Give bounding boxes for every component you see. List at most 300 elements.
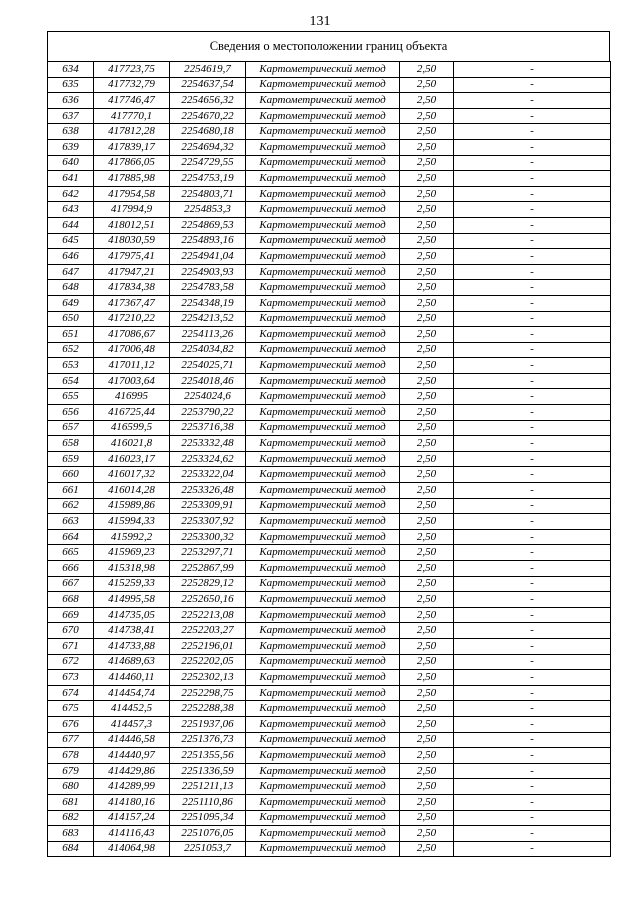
point-number-cell: 683 [48, 826, 94, 842]
x-coordinate-cell: 414454,74 [94, 685, 170, 701]
x-coordinate-cell: 414289,99 [94, 779, 170, 795]
accuracy-cell: 2,50 [400, 186, 454, 202]
description-cell: - [454, 389, 611, 405]
x-coordinate-cell: 417975,41 [94, 249, 170, 265]
method-cell: Картометрический метод [246, 405, 400, 421]
description-cell: - [454, 327, 611, 343]
x-coordinate-cell: 415259,33 [94, 576, 170, 592]
table-row [48, 124, 611, 140]
description-cell: - [454, 373, 611, 389]
accuracy-cell: 2,50 [400, 249, 454, 265]
point-number-cell: 639 [48, 139, 94, 155]
accuracy-cell: 2,50 [400, 358, 454, 374]
description-cell: - [454, 233, 611, 249]
accuracy-cell: 2,50 [400, 623, 454, 639]
point-number-cell: 673 [48, 670, 94, 686]
description-cell: - [454, 202, 611, 218]
point-number-cell: 679 [48, 763, 94, 779]
method-cell: Картометрический метод [246, 342, 400, 358]
accuracy-cell: 2,50 [400, 155, 454, 171]
y-coordinate-cell: 2254680,18 [170, 124, 246, 140]
y-coordinate-cell: 2254941,04 [170, 249, 246, 265]
accuracy-cell: 2,50 [400, 264, 454, 280]
accuracy-cell: 2,50 [400, 233, 454, 249]
x-coordinate-cell: 414735,05 [94, 607, 170, 623]
method-cell: Картометрический метод [246, 358, 400, 374]
point-number-cell: 644 [48, 217, 94, 233]
accuracy-cell: 2,50 [400, 171, 454, 187]
accuracy-cell: 2,50 [400, 483, 454, 499]
y-coordinate-cell: 2254903,93 [170, 264, 246, 280]
y-coordinate-cell: 2254869,53 [170, 217, 246, 233]
y-coordinate-cell: 2253307,92 [170, 514, 246, 530]
description-cell: - [454, 139, 611, 155]
method-cell: Картометрический метод [246, 592, 400, 608]
description-cell: - [454, 77, 611, 93]
y-coordinate-cell: 2252196,01 [170, 638, 246, 654]
description-cell: - [454, 841, 611, 857]
description-cell: - [454, 436, 611, 452]
x-coordinate-cell: 414689,63 [94, 654, 170, 670]
y-coordinate-cell: 2254853,3 [170, 202, 246, 218]
y-coordinate-cell: 2251355,56 [170, 748, 246, 764]
description-cell: - [454, 732, 611, 748]
table-row [48, 716, 611, 732]
method-cell: Картометрический метод [246, 373, 400, 389]
accuracy-cell: 2,50 [400, 467, 454, 483]
point-number-cell: 682 [48, 810, 94, 826]
method-cell: Картометрический метод [246, 779, 400, 795]
table-row [48, 171, 611, 187]
point-number-cell: 650 [48, 311, 94, 327]
method-cell: Картометрический метод [246, 155, 400, 171]
x-coordinate-cell: 417866,05 [94, 155, 170, 171]
x-coordinate-cell: 417746,47 [94, 93, 170, 109]
table-row [48, 420, 611, 436]
description-cell: - [454, 592, 611, 608]
x-coordinate-cell: 414429,86 [94, 763, 170, 779]
table-row [48, 685, 611, 701]
coordinates-table [47, 61, 611, 857]
method-cell: Картометрический метод [246, 654, 400, 670]
x-coordinate-cell: 414460,11 [94, 670, 170, 686]
x-coordinate-cell: 416995 [94, 389, 170, 405]
x-coordinate-cell: 417723,75 [94, 62, 170, 78]
method-cell: Картометрический метод [246, 93, 400, 109]
page-number: 131 [309, 14, 331, 29]
method-cell: Картометрический метод [246, 124, 400, 140]
accuracy-cell: 2,50 [400, 732, 454, 748]
accuracy-cell: 2,50 [400, 77, 454, 93]
description-cell: - [454, 810, 611, 826]
table-row [48, 93, 611, 109]
accuracy-cell: 2,50 [400, 514, 454, 530]
description-cell: - [454, 483, 611, 499]
y-coordinate-cell: 2253300,32 [170, 529, 246, 545]
y-coordinate-cell: 2252829,12 [170, 576, 246, 592]
accuracy-cell: 2,50 [400, 607, 454, 623]
point-number-cell: 676 [48, 716, 94, 732]
description-cell: - [454, 794, 611, 810]
point-number-cell: 665 [48, 545, 94, 561]
accuracy-cell: 2,50 [400, 280, 454, 296]
method-cell: Картометрический метод [246, 826, 400, 842]
table-row [48, 592, 611, 608]
point-number-cell: 684 [48, 841, 94, 857]
x-coordinate-cell: 417834,38 [94, 280, 170, 296]
method-cell: Картометрический метод [246, 217, 400, 233]
method-cell: Картометрический метод [246, 311, 400, 327]
table-row [48, 451, 611, 467]
point-number-cell: 681 [48, 794, 94, 810]
description-cell: - [454, 826, 611, 842]
y-coordinate-cell: 2251336,59 [170, 763, 246, 779]
table-row [48, 62, 611, 78]
point-number-cell: 670 [48, 623, 94, 639]
table-row [48, 77, 611, 93]
x-coordinate-cell: 417210,22 [94, 311, 170, 327]
x-coordinate-cell: 414157,24 [94, 810, 170, 826]
point-number-cell: 645 [48, 233, 94, 249]
description-cell: - [454, 62, 611, 78]
point-number-cell: 657 [48, 420, 94, 436]
description-cell: - [454, 716, 611, 732]
y-coordinate-cell: 2253309,91 [170, 498, 246, 514]
accuracy-cell: 2,50 [400, 420, 454, 436]
table-row [48, 794, 611, 810]
method-cell: Картометрический метод [246, 607, 400, 623]
method-cell: Картометрический метод [246, 810, 400, 826]
description-cell: - [454, 171, 611, 187]
description-cell: - [454, 311, 611, 327]
y-coordinate-cell: 2254619,7 [170, 62, 246, 78]
table-row [48, 264, 611, 280]
y-coordinate-cell: 2252302,13 [170, 670, 246, 686]
method-cell: Картометрический метод [246, 420, 400, 436]
y-coordinate-cell: 2254213,52 [170, 311, 246, 327]
x-coordinate-cell: 414180,16 [94, 794, 170, 810]
point-number-cell: 671 [48, 638, 94, 654]
y-coordinate-cell: 2252203,27 [170, 623, 246, 639]
method-cell: Картометрический метод [246, 529, 400, 545]
x-coordinate-cell: 414457,3 [94, 716, 170, 732]
y-coordinate-cell: 2253322,04 [170, 467, 246, 483]
point-number-cell: 652 [48, 342, 94, 358]
method-cell: Картометрический метод [246, 295, 400, 311]
table-row [48, 514, 611, 530]
y-coordinate-cell: 2252202,05 [170, 654, 246, 670]
method-cell: Картометрический метод [246, 483, 400, 499]
boundary-document [47, 31, 610, 857]
x-coordinate-cell: 414738,41 [94, 623, 170, 639]
x-coordinate-cell: 415989,86 [94, 498, 170, 514]
x-coordinate-cell: 417086,67 [94, 327, 170, 343]
description-cell: - [454, 451, 611, 467]
method-cell: Картометрический метод [246, 841, 400, 857]
y-coordinate-cell: 2253716,38 [170, 420, 246, 436]
x-coordinate-cell: 418030,59 [94, 233, 170, 249]
x-coordinate-cell: 414440,97 [94, 748, 170, 764]
y-coordinate-cell: 2253332,48 [170, 436, 246, 452]
x-coordinate-cell: 415318,98 [94, 561, 170, 577]
table-row [48, 327, 611, 343]
y-coordinate-cell: 2253326,48 [170, 483, 246, 499]
accuracy-cell: 2,50 [400, 124, 454, 140]
y-coordinate-cell: 2254893,16 [170, 233, 246, 249]
x-coordinate-cell: 418012,51 [94, 217, 170, 233]
point-number-cell: 677 [48, 732, 94, 748]
table-row [48, 358, 611, 374]
description-cell: - [454, 217, 611, 233]
method-cell: Картометрический метод [246, 670, 400, 686]
x-coordinate-cell: 416021,8 [94, 436, 170, 452]
method-cell: Картометрический метод [246, 685, 400, 701]
x-coordinate-cell: 417947,21 [94, 264, 170, 280]
accuracy-cell: 2,50 [400, 561, 454, 577]
method-cell: Картометрический метод [246, 436, 400, 452]
point-number-cell: 656 [48, 405, 94, 421]
description-cell: - [454, 623, 611, 639]
table-row [48, 638, 611, 654]
point-number-cell: 647 [48, 264, 94, 280]
accuracy-cell: 2,50 [400, 763, 454, 779]
table-title: Сведения о местоположении границ объекта [47, 31, 610, 62]
description-cell: - [454, 763, 611, 779]
table-row [48, 498, 611, 514]
description-cell: - [454, 249, 611, 265]
y-coordinate-cell: 2251053,7 [170, 841, 246, 857]
method-cell: Картометрический метод [246, 514, 400, 530]
method-cell: Картометрический метод [246, 561, 400, 577]
x-coordinate-cell: 417367,47 [94, 295, 170, 311]
x-coordinate-cell: 417732,79 [94, 77, 170, 93]
table-row [48, 108, 611, 124]
accuracy-cell: 2,50 [400, 748, 454, 764]
accuracy-cell: 2,50 [400, 670, 454, 686]
accuracy-cell: 2,50 [400, 576, 454, 592]
y-coordinate-cell: 2254637,54 [170, 77, 246, 93]
method-cell: Картометрический метод [246, 763, 400, 779]
accuracy-cell: 2,50 [400, 826, 454, 842]
method-cell: Картометрический метод [246, 467, 400, 483]
y-coordinate-cell: 2254783,58 [170, 280, 246, 296]
table-row [48, 373, 611, 389]
x-coordinate-cell: 417003,64 [94, 373, 170, 389]
point-number-cell: 649 [48, 295, 94, 311]
x-coordinate-cell: 414064,98 [94, 841, 170, 857]
point-number-cell: 664 [48, 529, 94, 545]
table-body [48, 62, 611, 857]
point-number-cell: 638 [48, 124, 94, 140]
method-cell: Картометрический метод [246, 171, 400, 187]
table-row [48, 139, 611, 155]
method-cell: Картометрический метод [246, 202, 400, 218]
method-cell: Картометрический метод [246, 576, 400, 592]
x-coordinate-cell: 417885,98 [94, 171, 170, 187]
accuracy-cell: 2,50 [400, 545, 454, 561]
x-coordinate-cell: 417839,17 [94, 139, 170, 155]
description-cell: - [454, 405, 611, 421]
description-cell: - [454, 654, 611, 670]
table-row [48, 732, 611, 748]
table-row [48, 186, 611, 202]
method-cell: Картометрический метод [246, 545, 400, 561]
x-coordinate-cell: 415994,33 [94, 514, 170, 530]
accuracy-cell: 2,50 [400, 202, 454, 218]
table-row [48, 576, 611, 592]
y-coordinate-cell: 2251110,86 [170, 794, 246, 810]
description-cell: - [454, 779, 611, 795]
table-row [48, 233, 611, 249]
y-coordinate-cell: 2252650,16 [170, 592, 246, 608]
description-cell: - [454, 607, 611, 623]
description-cell: - [454, 155, 611, 171]
accuracy-cell: 2,50 [400, 794, 454, 810]
point-number-cell: 651 [48, 327, 94, 343]
table-row [48, 763, 611, 779]
table-row [48, 467, 611, 483]
point-number-cell: 667 [48, 576, 94, 592]
description-cell: - [454, 514, 611, 530]
table-row [48, 561, 611, 577]
y-coordinate-cell: 2251211,13 [170, 779, 246, 795]
table-row [48, 779, 611, 795]
table-row [48, 701, 611, 717]
accuracy-cell: 2,50 [400, 841, 454, 857]
method-cell: Картометрический метод [246, 389, 400, 405]
description-cell: - [454, 295, 611, 311]
method-cell: Картометрический метод [246, 748, 400, 764]
description-cell: - [454, 93, 611, 109]
y-coordinate-cell: 2254670,22 [170, 108, 246, 124]
description-cell: - [454, 264, 611, 280]
method-cell: Картометрический метод [246, 186, 400, 202]
accuracy-cell: 2,50 [400, 436, 454, 452]
description-cell: - [454, 545, 611, 561]
method-cell: Картометрический метод [246, 249, 400, 265]
table-row [48, 436, 611, 452]
y-coordinate-cell: 2253324,62 [170, 451, 246, 467]
table-row [48, 607, 611, 623]
description-cell: - [454, 529, 611, 545]
table-row [48, 483, 611, 499]
table-row [48, 748, 611, 764]
point-number-cell: 663 [48, 514, 94, 530]
table-row [48, 654, 611, 670]
accuracy-cell: 2,50 [400, 217, 454, 233]
x-coordinate-cell: 416017,32 [94, 467, 170, 483]
table-row [48, 202, 611, 218]
point-number-cell: 666 [48, 561, 94, 577]
accuracy-cell: 2,50 [400, 638, 454, 654]
method-cell: Картометрический метод [246, 77, 400, 93]
table-row [48, 280, 611, 296]
x-coordinate-cell: 417994,9 [94, 202, 170, 218]
y-coordinate-cell: 2254803,71 [170, 186, 246, 202]
x-coordinate-cell: 416725,44 [94, 405, 170, 421]
y-coordinate-cell: 2253790,22 [170, 405, 246, 421]
accuracy-cell: 2,50 [400, 405, 454, 421]
y-coordinate-cell: 2252298,75 [170, 685, 246, 701]
x-coordinate-cell: 414116,43 [94, 826, 170, 842]
x-coordinate-cell: 414733,88 [94, 638, 170, 654]
point-number-cell: 634 [48, 62, 94, 78]
table-row [48, 405, 611, 421]
description-cell: - [454, 748, 611, 764]
accuracy-cell: 2,50 [400, 93, 454, 109]
point-number-cell: 641 [48, 171, 94, 187]
accuracy-cell: 2,50 [400, 685, 454, 701]
point-number-cell: 678 [48, 748, 94, 764]
x-coordinate-cell: 417006,48 [94, 342, 170, 358]
table-row [48, 623, 611, 639]
x-coordinate-cell: 416599,5 [94, 420, 170, 436]
y-coordinate-cell: 2251076,05 [170, 826, 246, 842]
description-cell: - [454, 420, 611, 436]
point-number-cell: 654 [48, 373, 94, 389]
method-cell: Картометрический метод [246, 498, 400, 514]
table-row [48, 545, 611, 561]
method-cell: Картометрический метод [246, 233, 400, 249]
point-number-cell: 637 [48, 108, 94, 124]
x-coordinate-cell: 415992,2 [94, 529, 170, 545]
accuracy-cell: 2,50 [400, 373, 454, 389]
x-coordinate-cell: 417954,58 [94, 186, 170, 202]
method-cell: Картометрический метод [246, 716, 400, 732]
table-row [48, 217, 611, 233]
table-row [48, 342, 611, 358]
y-coordinate-cell: 2254348,19 [170, 295, 246, 311]
point-number-cell: 643 [48, 202, 94, 218]
table-row [48, 249, 611, 265]
x-coordinate-cell: 417770,1 [94, 108, 170, 124]
accuracy-cell: 2,50 [400, 716, 454, 732]
description-cell: - [454, 280, 611, 296]
y-coordinate-cell: 2254034,82 [170, 342, 246, 358]
table-row [48, 529, 611, 545]
point-number-cell: 646 [48, 249, 94, 265]
point-number-cell: 662 [48, 498, 94, 514]
point-number-cell: 680 [48, 779, 94, 795]
method-cell: Картометрический метод [246, 139, 400, 155]
point-number-cell: 674 [48, 685, 94, 701]
table-row [48, 155, 611, 171]
y-coordinate-cell: 2254025,71 [170, 358, 246, 374]
accuracy-cell: 2,50 [400, 108, 454, 124]
y-coordinate-cell: 2252288,38 [170, 701, 246, 717]
point-number-cell: 653 [48, 358, 94, 374]
description-cell: - [454, 342, 611, 358]
y-coordinate-cell: 2254113,26 [170, 327, 246, 343]
y-coordinate-cell: 2254018,46 [170, 373, 246, 389]
point-number-cell: 635 [48, 77, 94, 93]
table-row [48, 389, 611, 405]
accuracy-cell: 2,50 [400, 779, 454, 795]
accuracy-cell: 2,50 [400, 139, 454, 155]
accuracy-cell: 2,50 [400, 451, 454, 467]
y-coordinate-cell: 2254024,6 [170, 389, 246, 405]
method-cell: Картометрический метод [246, 280, 400, 296]
point-number-cell: 642 [48, 186, 94, 202]
method-cell: Картометрический метод [246, 623, 400, 639]
y-coordinate-cell: 2252213,08 [170, 607, 246, 623]
point-number-cell: 648 [48, 280, 94, 296]
x-coordinate-cell: 416023,17 [94, 451, 170, 467]
y-coordinate-cell: 2252867,99 [170, 561, 246, 577]
y-coordinate-cell: 2254753,19 [170, 171, 246, 187]
point-number-cell: 672 [48, 654, 94, 670]
x-coordinate-cell: 417812,28 [94, 124, 170, 140]
